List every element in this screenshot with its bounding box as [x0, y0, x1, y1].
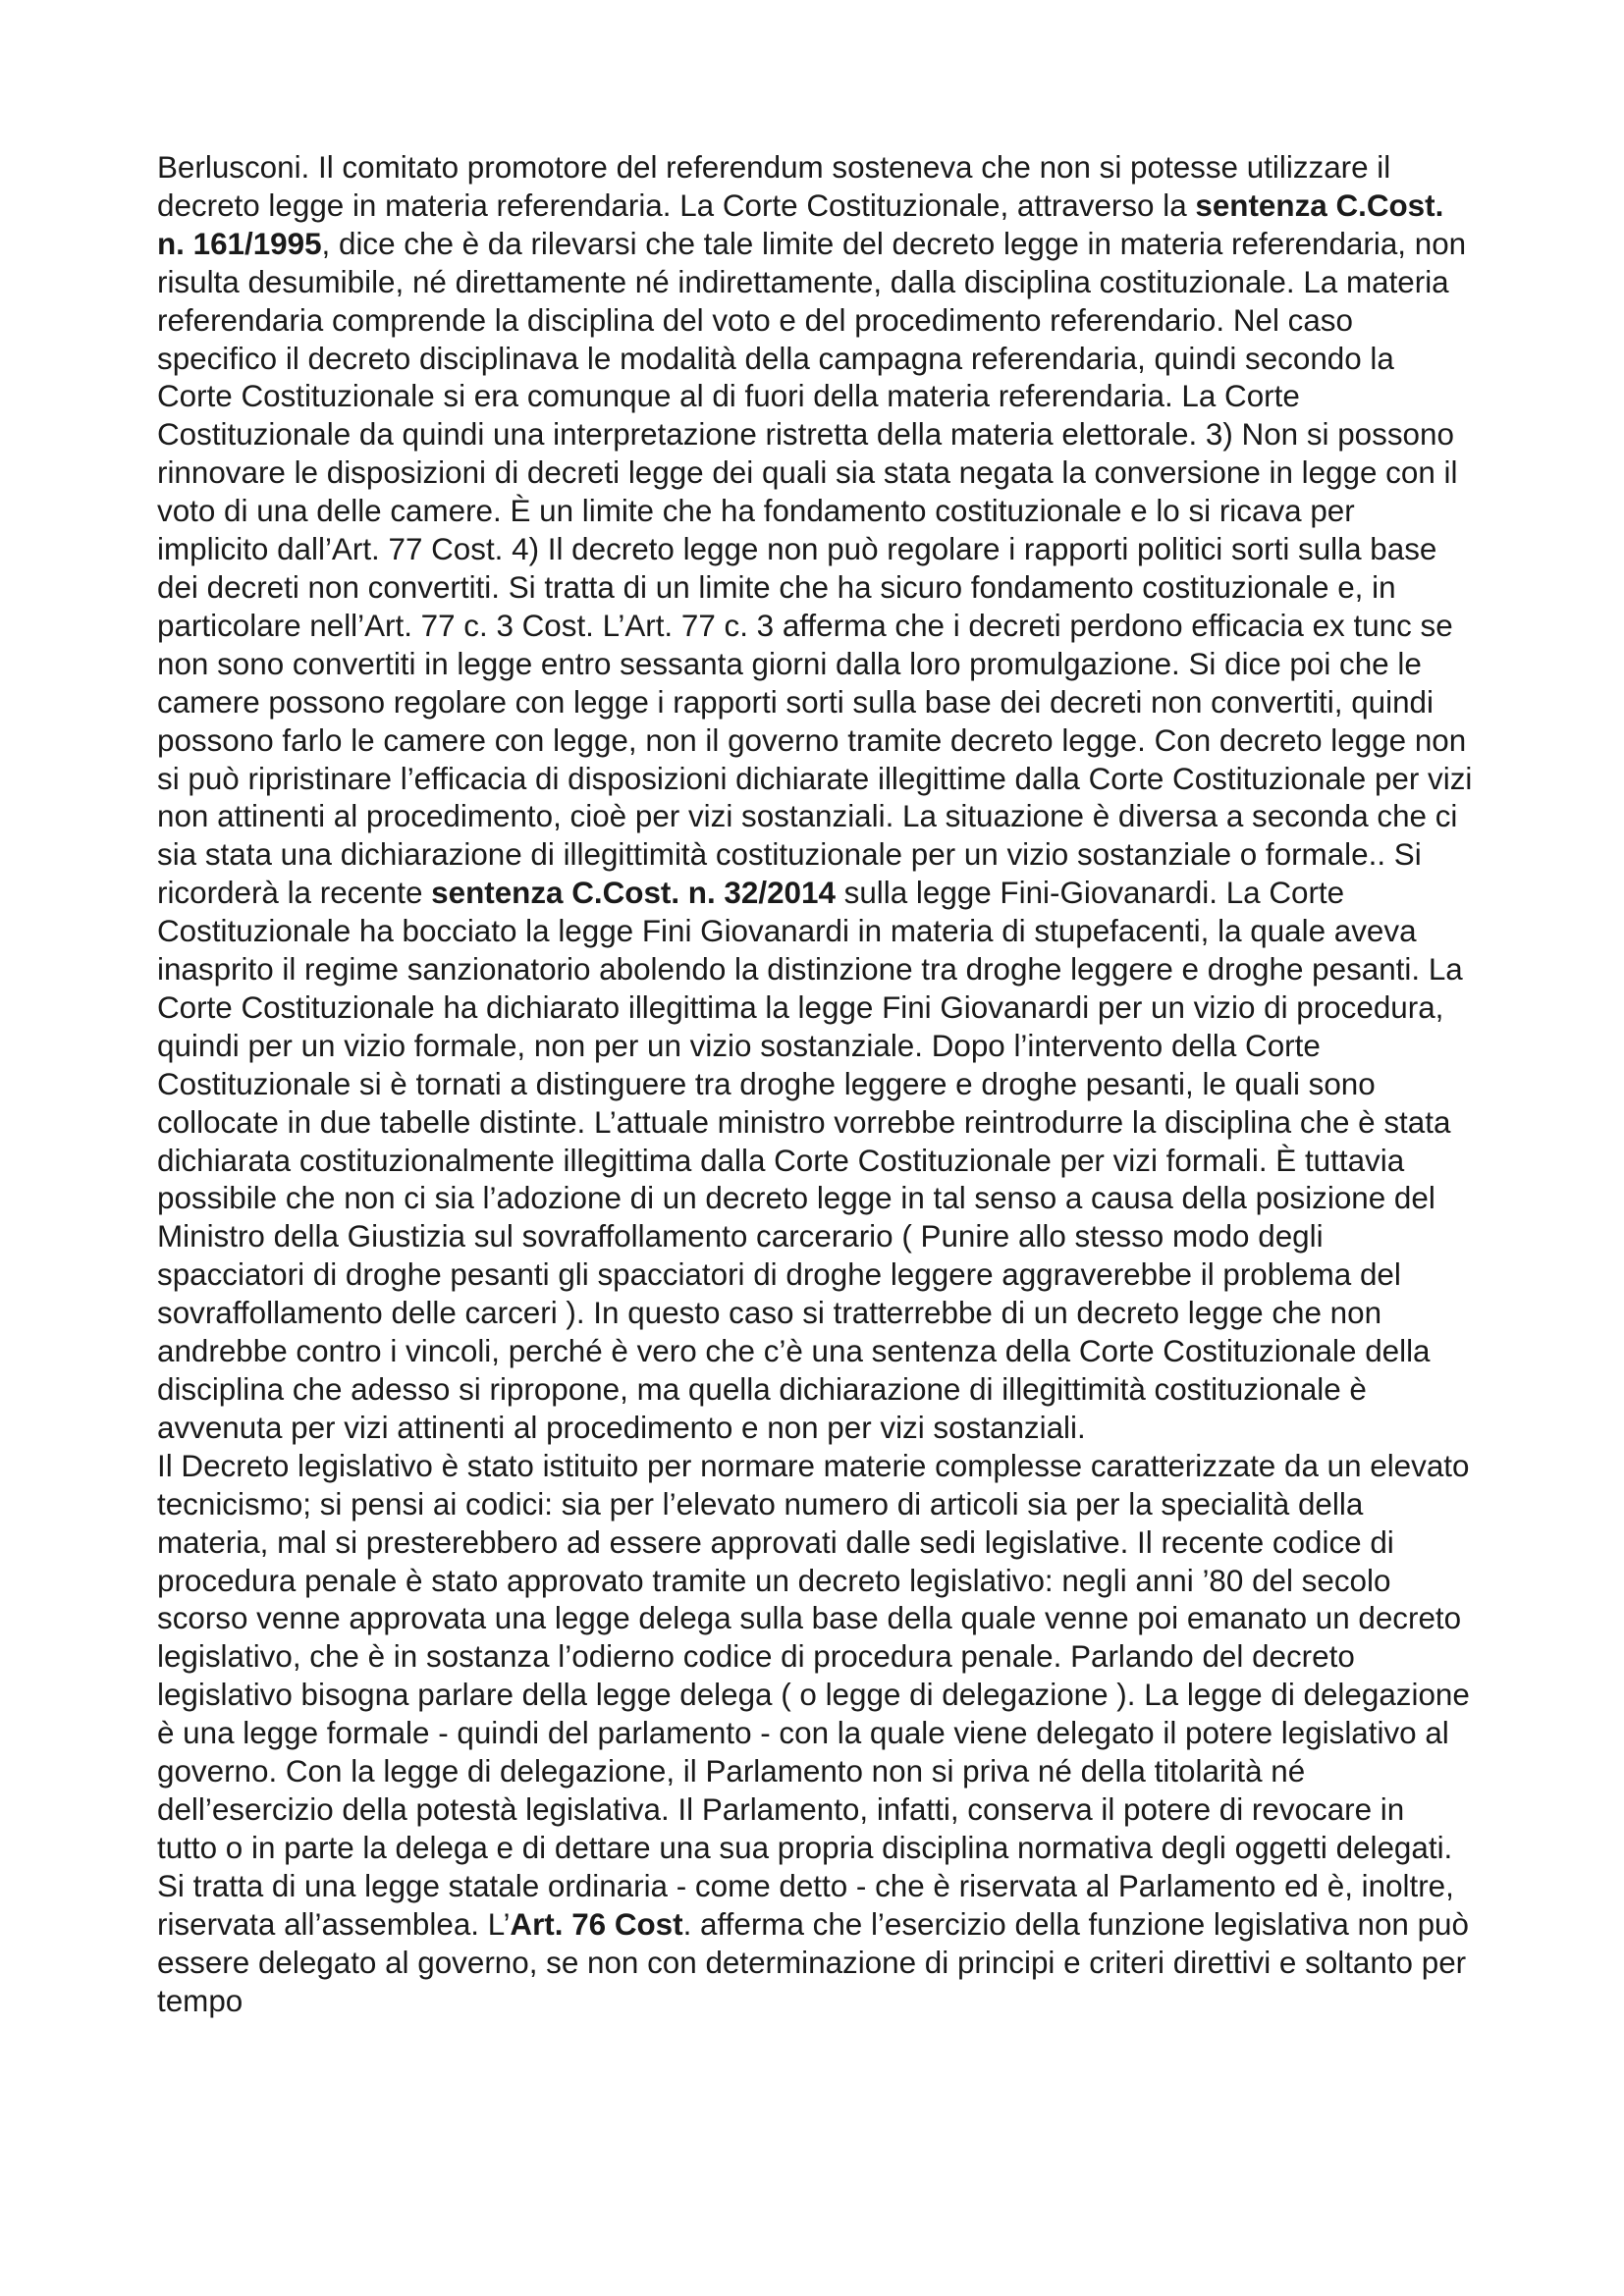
- citation-sentenza-32-2014: sentenza C.Cost. n. 32/2014: [431, 876, 836, 911]
- body-text: [157, 149, 1473, 2020]
- citation-art-76-cost: Art. 76 Cost: [510, 1906, 683, 1942]
- paragraph-text: , dice che è da rilevarsi che tale limite del decreto legge in materia referendaria, non risulta desumibile, né direttamente né indirettamente, dalla disciplina costituzionale. La materia referendaria comprende la disciplina del voto e del procedimento referendario. Nel caso specifico il decreto disciplinava le modalità della campagna referendaria, quindi secondo la Corte Costituzionale si era comunque al di fuori della materia referendaria. La Corte Costituzionale da quindi una interpretazione ristretta della materia elettorale. 3) Non si possono rinnovare le disposizioni di decreti legge dei quali sia stata negata la conversione in legge con il voto di una delle camere. È un limite che ha fondamento costituzionale e lo si ricava per implicito dall’Art. 77 Cost. 4) Il decreto legge non può regolare i rapporti politici sorti sulla base dei decreti non convertiti. Si tratta di un limite che ha sicuro fondamento costituzionale e, in particolare nell’Art. 77 c. 3 Cost. L’Art. 77 c. 3 afferma che i decreti perdono efficacia ex tunc se non sono convertiti in legge entro sessanta giorni dalla loro promulgazione. Si dice poi che le camere possono regolare con legge i rapporti sorti sulla base dei decreti non convertiti, quindi possono farlo le camere con legge, non il governo tramite decreto legge. Con decreto legge non si può ripristinare l’efficacia di disposizioni dichiarate illegittime dalla Corte Costituzionale per vizi non attinenti al procedimento, cioè per vizi sostanziali. La situazione è diversa a seconda che ci sia stata una dichiarazione di illegittimità costituzionale per un vizio sostanziale o formale.. Si ricorderà la recente: [157, 226, 1473, 911]
- paragraph-text: . afferma che l’esercizio della funzione legislativa non può essere delegato al governo, se non con determinazione di principi e criteri direttivi e soltanto per tempo: [157, 1906, 1469, 2018]
- paragraph-2: [157, 1448, 1473, 2021]
- citation-sentenza-161-1995: sentenza C.Cost. n. 161/1995: [157, 187, 1444, 261]
- paragraph-text: sulla legge Fini-Giovanardi. La Corte Costituzionale ha bocciato la legge Fini Giovanardi in materia di stupefacenti, la quale aveva inasprito il regime sanzionatorio abolendo la distinzione tra droghe leggere e droghe pesanti. La Corte Costituzionale ha dichiarato illegittima la legge Fini Giovanardi per un vizio di procedura, quindi per un vizio formale, non per un vizio sostanziale. Dopo l’intervento della Corte Costituzionale si è tornati a distinguere tra droghe leggere e droghe pesanti, le quali sono collocate in due tabelle distinte. L’attuale ministro vorrebbe reintrodurre la disciplina che è stata dichiarata costituzionalmente illegittima dalla Corte Costituzionale per vizi formali. È tuttavia possibile che non ci sia l’adozione di un decreto legge in tal senso a causa della posizione del Ministro della Giustizia sul sovraffollamento carcerario ( Punire allo stesso modo degli spacciatori di droghe pesanti gli spacciatori di droghe leggere aggraverebbe il problema del sovraffollamento delle carceri ). In questo caso si tratterrebbe di un decreto legge che non andrebbe contro i vincoli, perché è vero che c’è una sentenza della Corte Costituzionale della disciplina che adesso si ripropone, ma quella dichiarazione di illegittimità costituzionale è avvenuta per vizi attinenti al procedimento e non per vizi sostanziali.: [157, 876, 1463, 1445]
- paragraph-text: Il Decreto legislativo è stato istituito per normare materie complesse caratterizzate da un elevato tecnicismo; si pensi ai codici: sia per l’elevato numero di articoli sia per la specialità della materia, mal si presterebbero ad essere approvati dalle sedi legislative. Il recente codice di procedura penale è stato approvato tramite un decreto legislativo: negli anni ’80 del secolo scorso venne approvata una legge delega sulla base della quale venne poi emanato un decreto legislativo, che è in sostanza l’odierno codice di procedura penale. Parlando del decreto legislativo bisogna parlare della legge delega ( o legge di delegazione ). La legge di delegazione è una legge formale - quindi del parlamento - con la quale viene delegato il potere legislativo al governo. Con la legge di delegazione, il Parlamento non si priva né della titolarità né dell’esercizio della potestà legislativa. Il Parlamento, infatti, conserva il potere di revocare in tutto o in parte la delega e di dettare una sua propria disciplina normativa degli oggetti delegati. Si tratta di una legge statale ordinaria - come detto - che è riservata al Parlamento ed è, inoltre, riservata all’assemblea. L’: [157, 1448, 1470, 1942]
- paragraph-1: [157, 149, 1473, 1448]
- paragraph-text: Berlusconi. Il comitato promotore del referendum sosteneva che non si potesse utilizzare il decreto legge in materia referendaria. La Corte Costituzionale, attraverso la: [157, 150, 1391, 223]
